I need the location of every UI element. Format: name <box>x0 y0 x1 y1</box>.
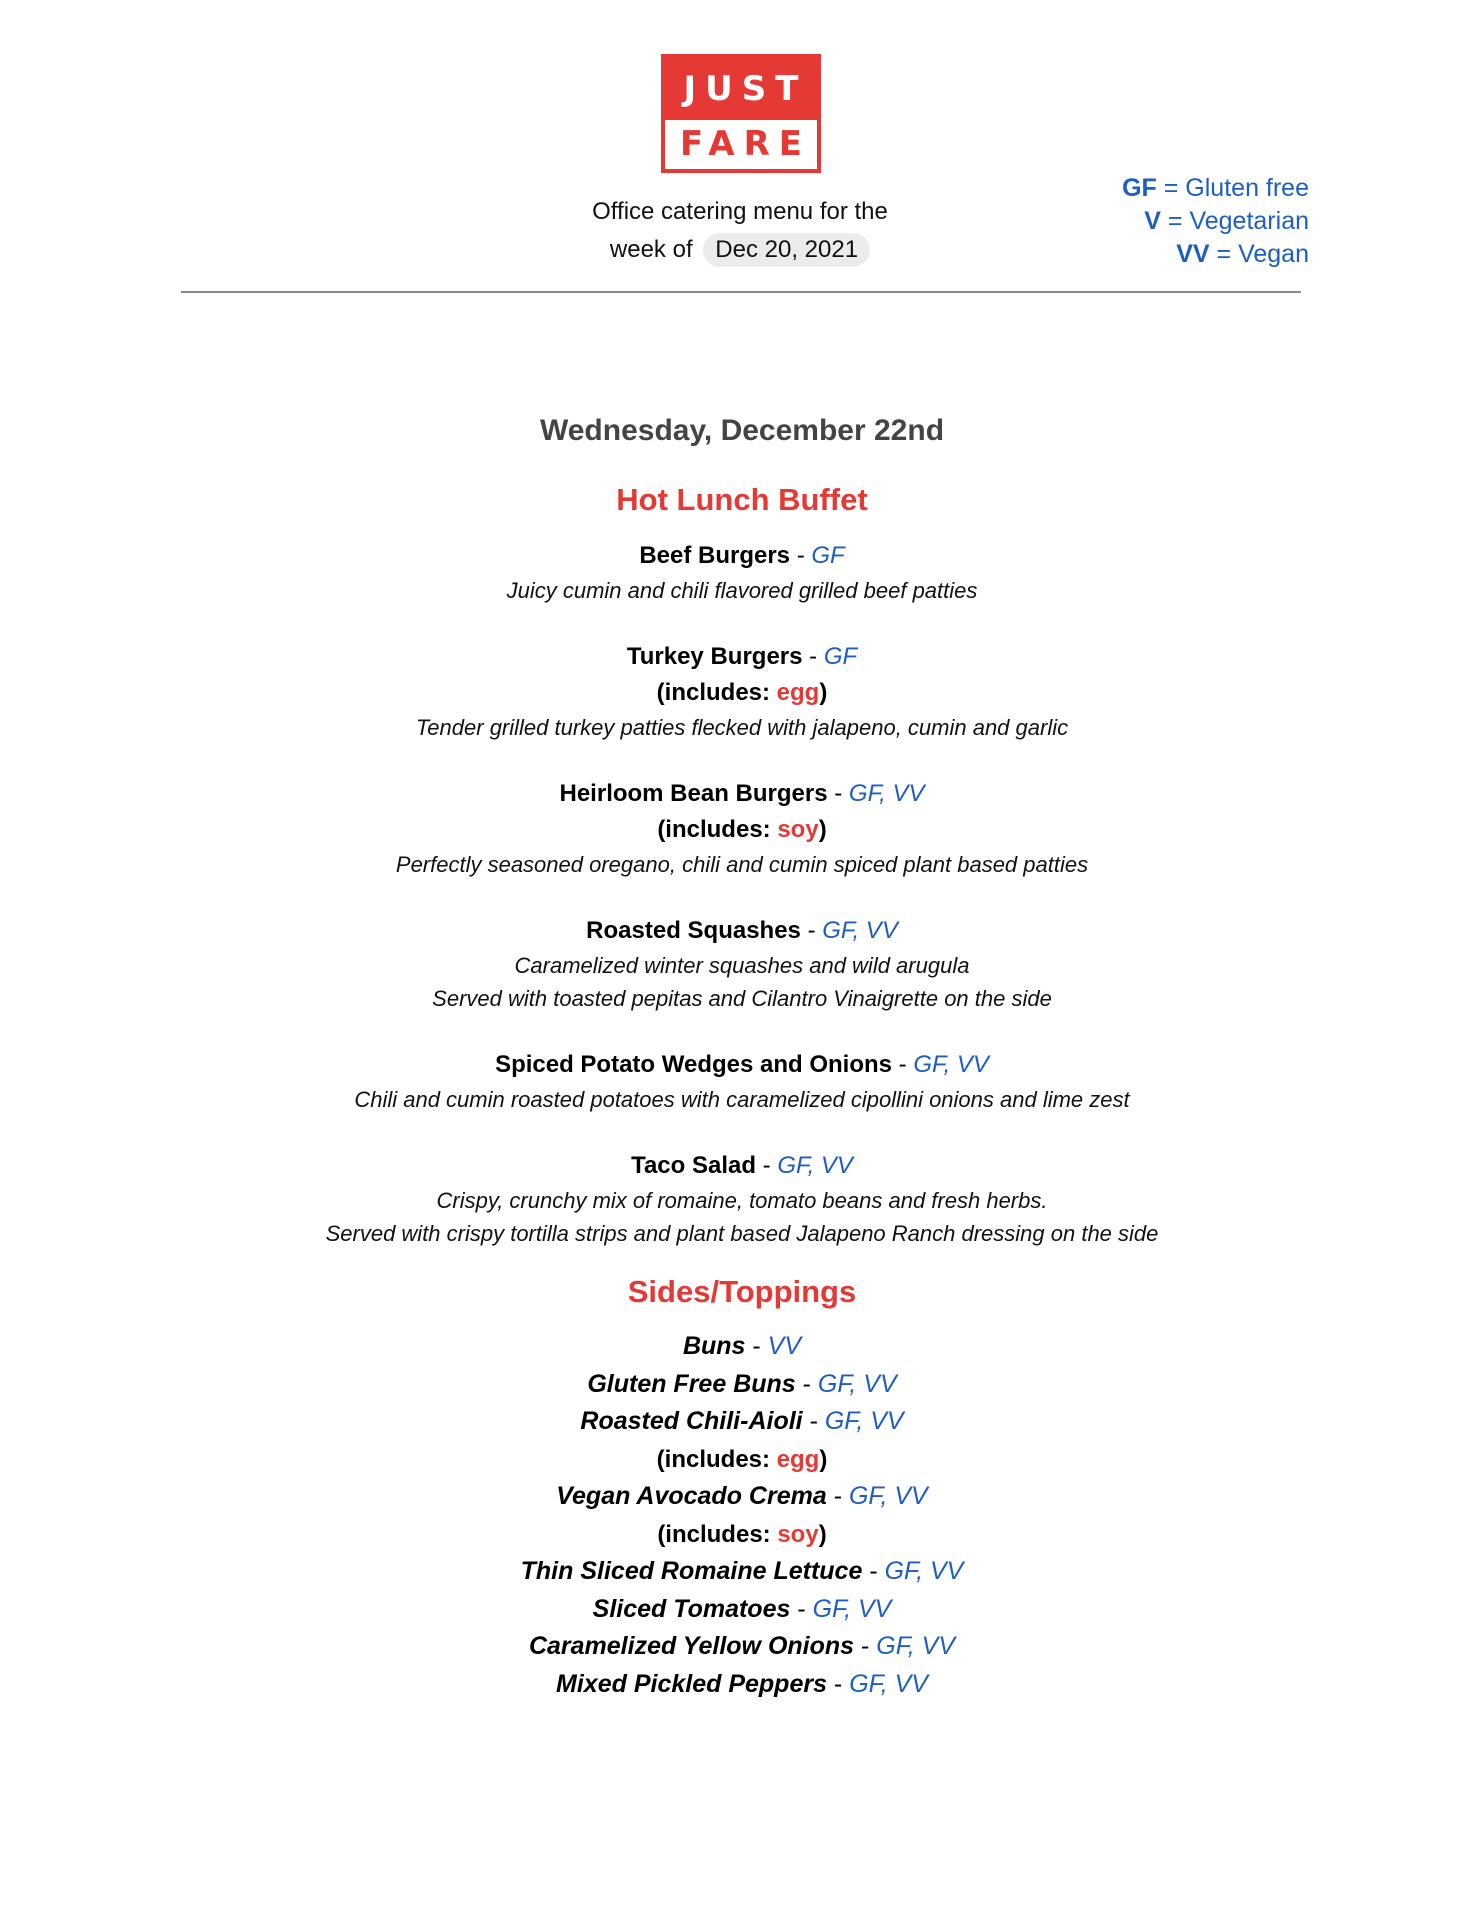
side-item-name: Thin Sliced Romaine Lettuce <box>520 1557 863 1585</box>
allergen-label: (includes: <box>657 1520 778 1548</box>
side-item-separator: - <box>802 1407 825 1435</box>
menu-item <box>0 776 1484 881</box>
menu-item <box>0 1047 1484 1116</box>
side-item <box>0 1403 1484 1441</box>
menu-item-name: Heirloom Bean Burgers <box>559 780 828 807</box>
side-item-name: Mixed Pickled Peppers <box>556 1669 827 1698</box>
allergen-name: soy <box>777 816 819 843</box>
allergen-label: (includes: <box>656 679 777 706</box>
menu-item-separator: - <box>802 643 824 670</box>
intro-week-of: week of <box>609 236 693 263</box>
menu-item-title-line <box>0 776 1484 812</box>
diet-tags: GF, VV <box>849 1669 928 1698</box>
allergen-note <box>0 675 1484 711</box>
menu-item-title-line <box>0 538 1484 574</box>
side-item-separator: - <box>790 1594 813 1623</box>
logo-line-1: JUST <box>665 58 817 120</box>
menu-item-title-line <box>0 639 1484 675</box>
diet-legend <box>1122 172 1309 271</box>
menu-item-title-line <box>0 1148 1484 1184</box>
legend-meaning: = Vegetarian <box>1167 207 1309 235</box>
menu-item <box>0 639 1484 744</box>
diet-tags: GF, VV <box>848 780 925 807</box>
diet-tags: GF <box>823 643 858 670</box>
menu-item-description: Tender grilled turkey patties flecked with jalapeno, cumin and garlic <box>415 715 1069 740</box>
menu-item <box>0 1148 1484 1250</box>
side-item <box>0 1478 1484 1516</box>
diet-tags: GF, VV <box>876 1632 956 1660</box>
side-item <box>0 1666 1484 1704</box>
allergen-label: (includes: <box>657 816 778 843</box>
legend-meaning: = Gluten free <box>1163 174 1309 202</box>
logo-line-2: FARE <box>679 124 812 164</box>
side-item <box>0 1628 1484 1666</box>
allergen-close: ) <box>818 816 827 843</box>
menu-item-separator: - <box>800 917 823 944</box>
menu-item-separator: - <box>892 1051 914 1078</box>
side-item-separator: - <box>862 1557 885 1585</box>
menu-item-description: Caramelized winter squashes and wild arugula <box>514 953 970 978</box>
sides-list <box>0 1328 1484 1703</box>
intro-line-2 <box>520 231 960 269</box>
side-item-name: Vegan Avocado Crema <box>556 1482 827 1510</box>
header-divider <box>181 291 1301 293</box>
diet-tags: GF, VV <box>884 1557 964 1585</box>
section-title-hot-lunch: Hot Lunch Buffet <box>616 482 868 517</box>
intro-line-1: Office catering menu for the <box>592 198 888 225</box>
legend-meaning: = Vegan <box>1216 240 1309 268</box>
week-date-chip[interactable]: Dec 20, 2021 <box>703 233 870 267</box>
allergen-name: egg <box>776 1445 820 1473</box>
side-item-name: Buns <box>682 1332 746 1360</box>
side-item-name: Sliced Tomatoes <box>592 1594 791 1623</box>
legend-code: VV <box>1176 240 1210 268</box>
side-item <box>0 1366 1484 1404</box>
side-item-separator: - <box>795 1369 818 1398</box>
legend-code: GF <box>1122 174 1157 202</box>
allergen-note <box>0 1516 1484 1554</box>
diet-tags: GF, VV <box>848 1482 928 1510</box>
menu-item-title-line <box>0 1047 1484 1083</box>
allergen-name: egg <box>776 679 820 706</box>
menu-item-separator: - <box>756 1152 778 1179</box>
diet-tags: GF, VV <box>913 1051 989 1078</box>
side-item-separator: - <box>826 1669 850 1698</box>
hot-lunch-list <box>0 538 1484 1250</box>
allergen-note <box>0 812 1484 848</box>
menu-item-description: Chili and cumin roasted potatoes with caramelized cipollini onions and lime zest <box>354 1087 1130 1112</box>
menu-item <box>0 913 1484 1015</box>
menu-item-separator: - <box>827 780 849 807</box>
legend-row-vv <box>1122 238 1309 271</box>
diet-tags: GF, VV <box>812 1594 892 1623</box>
menu-item-description: Served with crispy tortilla strips and plant based Jalapeno Ranch dressing on the side <box>325 1221 1159 1246</box>
diet-tags: GF, VV <box>824 1407 904 1435</box>
legend-row-gf <box>1122 172 1309 205</box>
menu-item-separator: - <box>790 542 812 569</box>
day-title: Wednesday, December 22nd <box>539 414 945 447</box>
menu-item-name: Spiced Potato Wedges and Onions <box>495 1051 892 1078</box>
side-item <box>0 1591 1484 1629</box>
side-item <box>0 1553 1484 1591</box>
menu-item-description: Perfectly seasoned oregano, chili and cumin spiced plant based patties <box>395 852 1089 877</box>
just-fare-logo <box>661 54 821 173</box>
diet-tags: GF, VV <box>822 917 898 944</box>
allergen-label: (includes: <box>656 1445 777 1473</box>
diet-tags: GF, VV <box>817 1369 897 1398</box>
side-item <box>0 1328 1484 1366</box>
side-item-separator: - <box>854 1632 877 1660</box>
menu-item-name: Taco Salad <box>631 1152 756 1179</box>
menu-item-title-line <box>0 913 1484 949</box>
side-item-name: Caramelized Yellow Onions <box>528 1632 855 1660</box>
allergen-note <box>0 1441 1484 1479</box>
side-item-name: Roasted Chili-Aioli <box>580 1407 803 1435</box>
allergen-close: ) <box>818 1520 827 1548</box>
diet-tags: GF <box>811 542 845 569</box>
diet-tags: VV <box>767 1332 802 1360</box>
legend-row-v <box>1122 205 1309 238</box>
menu-item-name: Beef Burgers <box>639 542 791 569</box>
menu-item-description: Served with toasted pepitas and Cilantro Vinaigrette on the side <box>432 986 1052 1011</box>
menu-item-description: Crispy, crunchy mix of romaine, tomato beans and fresh herbs. <box>436 1188 1048 1213</box>
side-item-separator: - <box>745 1332 768 1360</box>
diet-tags: GF, VV <box>777 1152 853 1179</box>
allergen-close: ) <box>819 679 828 706</box>
side-item-separator: - <box>826 1482 849 1510</box>
allergen-name: soy <box>777 1520 819 1548</box>
allergen-close: ) <box>819 1445 828 1473</box>
menu-item <box>0 538 1484 607</box>
menu-item-name: Turkey Burgers <box>626 643 803 670</box>
menu-item-description: Juicy cumin and chili flavored grilled beef patties <box>506 578 978 603</box>
side-item-name: Gluten Free Buns <box>587 1369 796 1398</box>
menu-content <box>0 410 1484 1703</box>
menu-intro <box>520 193 960 269</box>
menu-item-name: Roasted Squashes <box>586 917 801 944</box>
section-title-sides: Sides/Toppings <box>627 1274 857 1309</box>
legend-code: V <box>1144 207 1161 235</box>
